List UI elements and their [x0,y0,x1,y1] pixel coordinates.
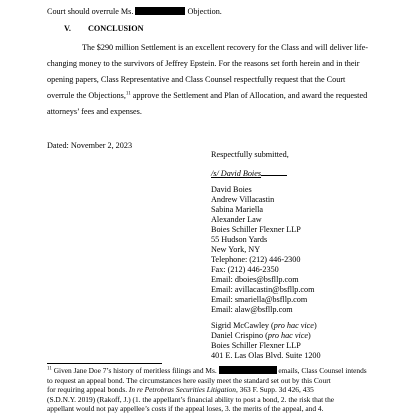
top-line-end: Objection. [187,7,222,16]
footnote-text: for requiring appeal bonds. [47,385,128,394]
footnote-line-1 [47,366,367,376]
counsel-name [211,331,311,341]
section-title: CONCLUSION [88,24,144,33]
email: Email: smariella@bsfllp.com [211,295,308,304]
counsel-name: Andrew Villacastin [211,195,275,204]
closing: Respectfully submitted, [211,150,289,159]
paragraph-line-1: The $290 million Settlement is an excellent recovery for the Class and will deliver life- [82,43,369,52]
top-line [47,7,222,17]
counsel-name [211,321,317,331]
footnote-text: emails, Class Counsel intends [278,366,367,375]
footnote-reference: 11 [125,91,131,97]
paragraph-line-4 [47,91,367,101]
email: Email: alaw@bsfllp.com [211,305,293,314]
pro-hac-vice: pro hac vice [267,331,309,340]
address-line: 401 E. Las Olas Blvd. Suite 1200 [211,351,321,360]
footnote-line-4: (S.D.N.Y. 2019) (Rakoff, J.) (1. the appellant’s financial ability to post a bond, 2. the risk that the [47,394,335,404]
signature-underline [261,168,287,176]
footnote-line-2: to request an appeal bond. The circumstances here easily meet the standard set out by this Court [47,375,331,385]
address-line: 55 Hudson Yards [211,235,268,244]
footnote-number: 11 [47,366,52,372]
paragraph-line-3: opening papers, Class Representative and Class Counsel respectfully request that the Court [47,75,346,84]
case-citation: In re Petrobras Securities Litigation [128,385,236,394]
fax: Fax: (212) 446-2350 [211,265,279,274]
counsel-name-text: Sigrid McCawley ( [211,321,274,330]
paragraph-line-5: attorneys’ fees and expenses. [47,107,142,116]
counsel-name: David Boies [211,185,252,194]
footnote-text: Given Jane Doe 7’s history of meritless filings and Ms. [53,366,217,375]
footnote-rule [47,363,162,364]
counsel-name-text: Daniel Crispino ( [211,331,268,340]
telephone: Telephone: (212) 446-2300 [211,255,301,264]
counsel-name: Alexander Law [211,215,262,224]
email: Email: avillacastin@bsfllp.com [211,285,315,294]
counsel-name: Sabina Mariella [211,205,264,214]
footnote-line-3 [47,385,314,395]
firm-name: Boies Schiller Flexner LLP [211,341,301,350]
paragraph-line-2: changing money to the survivors of Jeffrey Epstein. For the reasons set forth herein and in their [47,59,360,68]
pro-hac-vice: pro hac vice [273,321,314,330]
signature-line [211,168,287,179]
signature: /s/ David Boies [211,169,262,178]
section-number: V. [64,24,71,33]
redaction-box [135,7,185,15]
dated-line: Dated: November 2, 2023 [47,141,133,150]
paren: ) [313,321,317,330]
email: Email: dboies@bsfllp.com [211,275,299,284]
footnote-line-5: appellant would not pay appellee’s costs if the appeal loses, 3. the merits of the appeal, and 4. [47,404,324,413]
footnote-text: , 363 F. Supp. 3d 426, 435 [235,385,314,394]
top-line-text: Court should overrule Ms. [47,7,134,16]
address-line: New York, NY [211,245,261,254]
redaction-box [219,366,277,374]
paren: ) [308,331,311,340]
paragraph-text: overrule the Objections, [47,91,126,100]
paragraph-text: approve the Settlement and Plan of Allocation, and award the requested [132,91,368,100]
firm-name: Boies Schiller Flexner LLP [211,225,301,234]
